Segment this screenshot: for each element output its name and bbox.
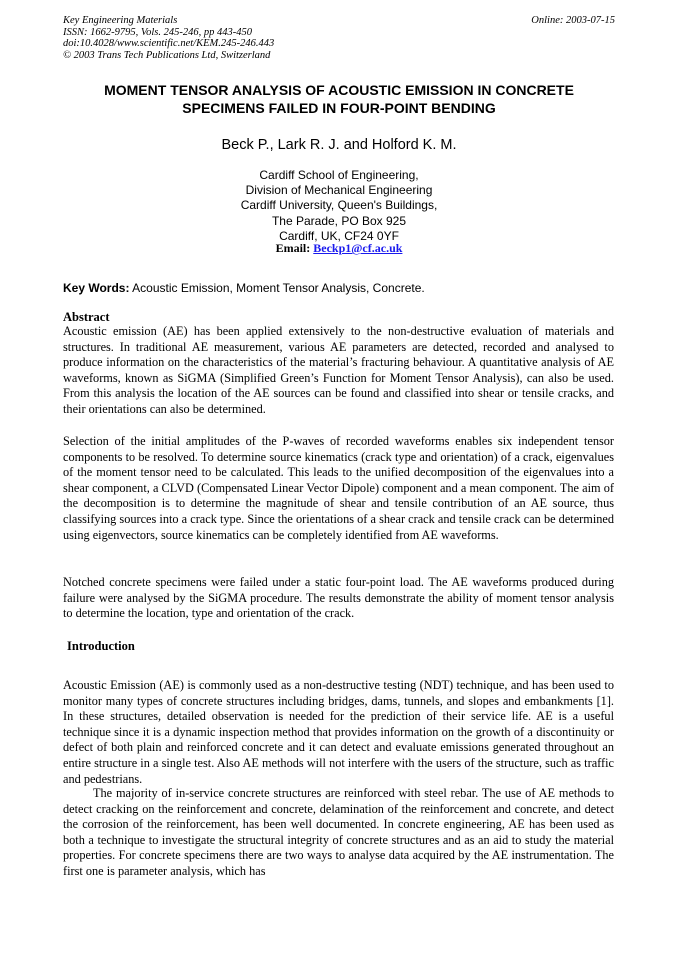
email-link[interactable]: Beckp1@cf.ac.uk xyxy=(313,241,403,255)
keywords xyxy=(63,281,425,295)
affiliation-line: Cardiff, UK, CF24 0YF xyxy=(279,228,399,243)
intro-paragraph: Acoustic Emission (AE) is commonly used as a non-destructive testing (NDT) technique, and has been used to monitor many types of concrete structures including bridges, dams, tunnels, and slopes and embankments [1]. In these structures, detailed observation is needed for the prediction of their service life. AE is a useful technique since it is a dynamic inspection method that provides information on the growth of a discontinuity or defect of both plain and reinforced concrete and it can detect and evaluate emissions generated throughout an entire structure in a single test. Also AE methods will not interfere with the users of the structure, such as traffic and pedestrians. xyxy=(63,678,614,786)
affiliation-line: Cardiff School of Engineering, xyxy=(259,168,419,182)
abstract-paragraph: Notched concrete specimens were failed under a static four-point load. The AE waveforms produced during failure were analysed by the SiGMA procedure. The results demonstrate the ability of moment tensor analysis to determine the location, type and orientation of the crack. xyxy=(63,575,614,621)
journal-copyright: © 2003 Trans Tech Publications Ltd, Switzerland xyxy=(63,49,271,61)
affiliation-line: The Parade, PO Box 925 xyxy=(271,213,407,228)
introduction-heading: Introduction xyxy=(67,639,135,653)
journal-doi: doi:10.4028/www.scientific.net/KEM.245-246.443 xyxy=(63,38,275,50)
affiliation xyxy=(180,168,498,244)
email-label: Email: xyxy=(275,241,311,255)
journal-info xyxy=(63,15,274,61)
abstract-paragraph: Acoustic emission (AE) has been applied extensively to the non-destructive evaluation of materials and structures. In traditional AE measurement, various AE parameters are detected, recorded and analysed to produce information on the characteristics of the material’s fracturing behaviour. A quantitative analysis of AE waveforms, known as SiGMA (Simplified Green’s Function for Moment Tensor Analysis), can also be used. From this analysis the location of the AE sources can be found and classified into shear or tensile cracks, and their orientations can also be determined. xyxy=(63,324,614,416)
intro-paragraph: The majority of in-service concrete structures are reinforced with steel rebar. The use of AE methods to detect cracking on the reinforcement and concrete, delamination of the reinforcement and concrete, and detect the corrosion of the reinforcement, has been well documented. In concrete engineering, AE has been used as both a technique to investigate the structural integrity of concrete structures and as an aid to study the material properties. For concrete specimens there are two ways to analyse data acquired by the AE instrumentation. The first one is parameter analysis, which has xyxy=(63,786,614,878)
paper-title xyxy=(40,81,638,117)
authors: Beck P., Lark R. J. and Holford K. M. xyxy=(221,137,457,153)
affiliation-line: Cardiff University, Queen's Buildings, xyxy=(240,198,438,213)
abstract-paragraph: Selection of the initial amplitudes of the P-waves of recorded waveforms enables six independent tensor components to be resolved. To determine source kinematics (crack type and orientation) of a crack, eigenvalues of the moment tensor need to be calculated. This leads to the unified decomposition of the eigenvalues into a shear component, a CLVD (Compensated Linear Vector Dipole) component and a mean component. The aim of the decomposition is to determine the magnitude of shear and tensile contribution of an AE source, thus classifying sources into a crack type. Since the orientations of a shear crack and tensile crack can be determined using eigenvectors, source kinematics can be completely identified from AE waveforms. xyxy=(63,434,614,542)
title-line-1: MOMENT TENSOR ANALYSIS OF ACOUSTIC EMISSION IN CONCRETE xyxy=(104,82,574,98)
affiliation-line: Division of Mechanical Engineering xyxy=(245,183,433,198)
email-line xyxy=(180,241,498,256)
journal-name: Key Engineering Materials xyxy=(63,15,178,26)
abstract-heading: Abstract xyxy=(63,310,110,324)
online-date: Online: 2003-07-15 xyxy=(531,15,615,26)
keywords-label: Key Words: xyxy=(63,281,130,295)
title-line-2: SPECIMENS FAILED IN FOUR-POINT BENDING xyxy=(182,100,496,116)
keywords-text: Acoustic Emission, Moment Tensor Analysis, Concrete. xyxy=(132,281,425,295)
journal-issn: ISSN: 1662-9795, Vols. 245-246, pp 443-450 xyxy=(63,26,252,38)
